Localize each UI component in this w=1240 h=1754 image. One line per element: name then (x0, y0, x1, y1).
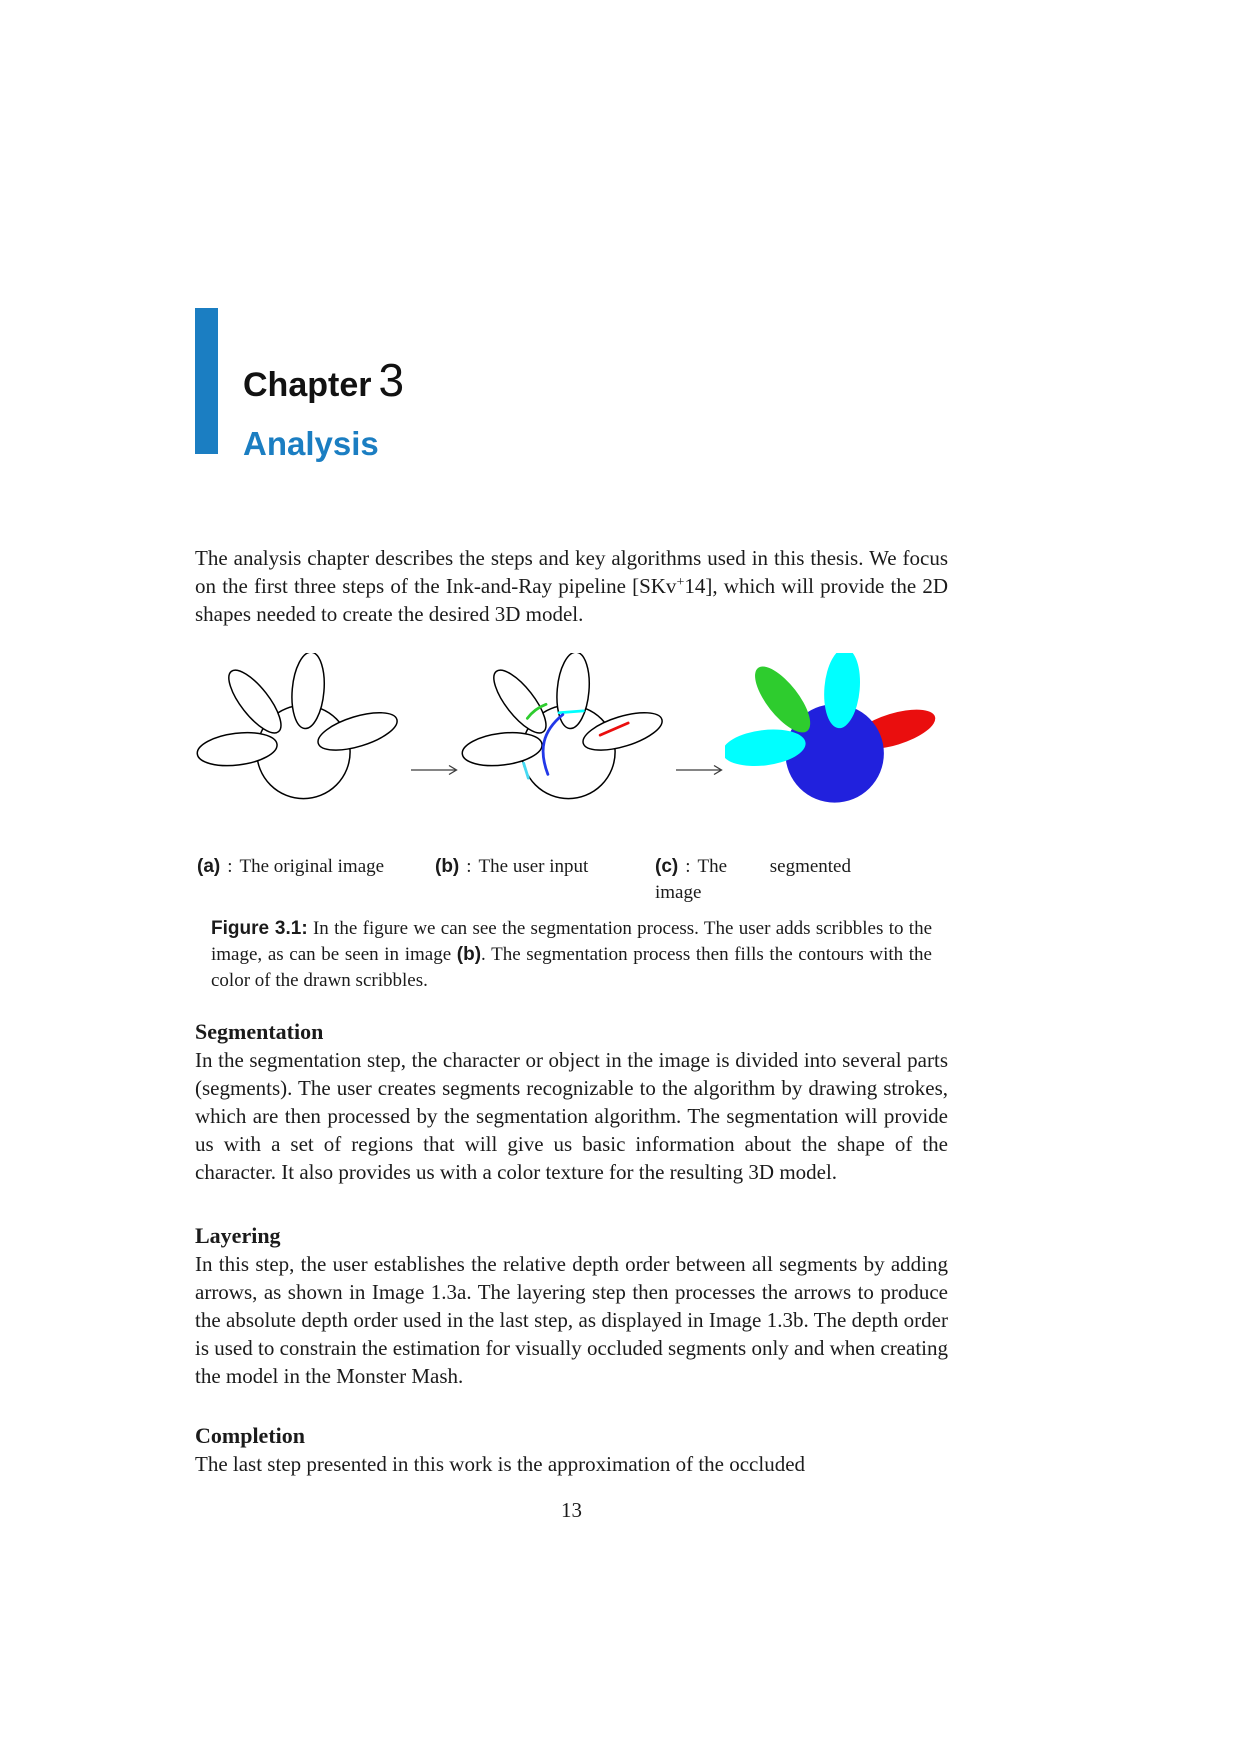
figure-caption-bold-ref: (b) (456, 944, 482, 965)
figure-row (195, 653, 948, 811)
scribble-cyan-top (559, 711, 583, 713)
subcaption-a (197, 854, 403, 906)
figure-b-image (460, 653, 675, 807)
figure-caption-text-a: In the figure we can see the segmentation process. The user adds scribbles to the image, as can be seen in image (211, 918, 933, 965)
section-body-segmentation: In the segmentation step, the character or object in the image is divided into several parts (segments). The user creates segments recognizable to the algorithm by drawing strokes, which are then processed by the segmentation algorithm. The segmentation will provide us with a set of regions that will give us basic information about the shape of the character. It also provides us with a color texture for the resulting 3D model. (195, 1048, 948, 1184)
figure-caption-label: Figure 3.1: (211, 918, 308, 939)
figure-a-image (195, 653, 410, 807)
section-completion (195, 1422, 948, 1478)
figure-caption-text-b: . The segmentation process then fills the contours with the color of the drawn scribbles. (211, 944, 932, 991)
section-body-layering: In this step, the user establishes the relative depth order between all segments by adding arrows, as shown in Image 1.3a. The layering step then processes the arrows to produce the absolute depth order used in the last step, as displayed in Image 1.3b. The depth order is used to constrain the estimation for visually occluded segments only and when creating the model in the Monster Mash. (195, 1252, 948, 1388)
intro-paragraph (195, 544, 948, 628)
intro-text-a: The analysis chapter describes the steps and key algorithms used in this thesis. We focus on the first three steps of the Ink-and-Ray pipeline [SKv (195, 546, 948, 598)
segment-upper-left-green (746, 658, 820, 740)
chapter-number: 3 (378, 354, 405, 406)
subcaption-c-separator: : (685, 856, 691, 877)
content-column (195, 0, 948, 1523)
subcaption-c (655, 854, 851, 906)
figure-caption (211, 916, 932, 994)
subcaption-c-label: (c) (655, 856, 679, 877)
section-layering (195, 1222, 948, 1390)
subcaption-b-separator: : (466, 856, 472, 877)
subcaption-b (435, 854, 615, 906)
chapter-accent-bar (195, 308, 218, 454)
page-number: 13 (561, 1498, 582, 1522)
chapter-label: Chapter (243, 366, 372, 404)
subcaption-a-label: (a) (197, 856, 221, 877)
subcaption-c-text: The segmented image (655, 856, 851, 903)
subcaption-row (195, 854, 948, 906)
subcaption-b-text: The user input (478, 856, 589, 877)
arrow-right-icon (675, 763, 725, 777)
figure-c-image (725, 653, 948, 811)
section-segmentation (195, 1018, 948, 1186)
arrow-right-icon (410, 763, 460, 777)
chapter-line (195, 308, 948, 405)
creature-finger-upper-left (220, 663, 289, 741)
section-heading-layering: Layering (195, 1223, 281, 1248)
intro-text-b: 14], which will provide the 2D shapes needed to create the desired 3D model. (195, 574, 949, 626)
chapter-header (195, 308, 948, 462)
figure-3-1 (195, 653, 948, 994)
citation-superscript: + (676, 575, 685, 590)
chapter-title: Analysis (243, 425, 379, 462)
section-body-completion: The last step presented in this work is the approximation of the occluded (195, 1452, 806, 1476)
creature-finger-upper-left (485, 663, 554, 741)
section-heading-segmentation: Segmentation (195, 1019, 324, 1044)
subcaption-b-label: (b) (435, 856, 460, 877)
subcaption-a-separator: : (227, 856, 233, 877)
section-heading-completion: Completion (195, 1423, 305, 1448)
subcaption-a-text: The original image (239, 856, 385, 877)
